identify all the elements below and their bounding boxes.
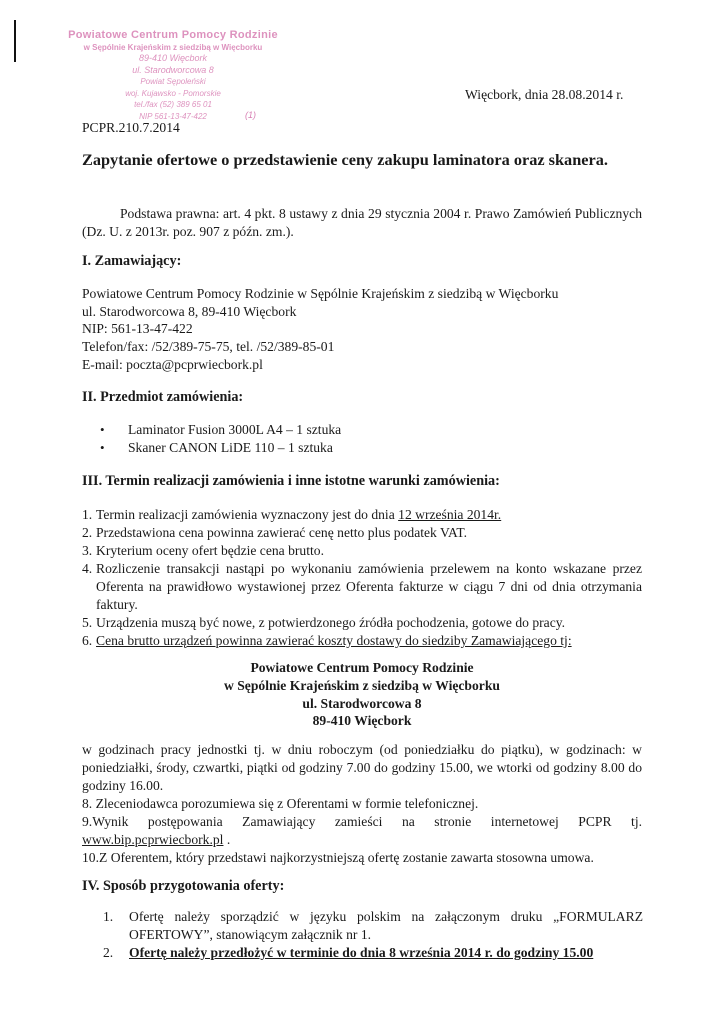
list-item: 4. Rozliczenie transakcji nastąpi po wykonaniu zamówienia przelewem na konto wskazane przez Oferenta na prawidłowo wystawionej przez Oferenta fakturze w ciągu 7 dni od dnia otrzymania faktury.	[82, 561, 642, 612]
document-title: Zapytanie ofertowe o przedstawienie ceny zakupu laminatora oraz skanera.	[82, 150, 608, 169]
stamp-line: Powiatowe Centrum Pomocy Rodzinie	[68, 29, 278, 41]
ordering-party-details	[82, 285, 558, 374]
conditions-list	[82, 506, 642, 650]
stamp-line: w Sępólnie Krajeńskim z siedzibą w Więcborku	[83, 42, 263, 52]
bip-link[interactable]: www.bip.pcprwiecbork.pl	[82, 832, 224, 847]
ordering-party-phone: Telefon/fax: /52/389-75-75, tel. /52/389-85-01	[82, 339, 335, 355]
stamp-line: ul. Starodworcowa 8	[132, 64, 214, 75]
list-item: • Skaner CANON LiDE 110 – 1 sztuka	[100, 439, 341, 457]
scan-margin-line	[14, 20, 16, 62]
conditions-continued	[82, 741, 642, 867]
case-reference: PCPR.210.7.2014	[82, 120, 180, 135]
section-heading-ordering-party: I. Zamawiający:	[82, 253, 182, 269]
section-heading-offer-preparation: IV. Sposób przygotowania oferty:	[82, 878, 285, 894]
stamp-line: tel./fax (52) 389 65 01	[134, 100, 212, 109]
deadline-date: 12 września 2014r.	[398, 507, 502, 522]
list-item: 3. Kryterium oceny ofert będzie cena brutto.	[82, 543, 324, 558]
list-item: 9.Wynik postępowania Zamawiający zamieści na stronie internetowej PCPR tj. www.bip.pcprwiecbork.pl .	[82, 814, 642, 847]
list-item: 5. Urządzenia muszą być nowe, z potwierdzonego źródła pochodzenia, gotowe do pracy.	[82, 615, 566, 630]
stamp-line: woj. Kujawsko - Pomorskie	[125, 88, 221, 98]
list-item: 6. Cena brutto urządzeń powinna zawierać koszty dostawy do siedziby Zamawiającego tj:	[82, 633, 572, 648]
working-hours: w godzinach pracy jednostki tj. w dniu roboczym (od poniedziałku do piątku), w godzinach: w poniedziałki, środy, czwartki, piątki od godziny 7.00 do godziny 15.00, we wtorki od godziny 8.00 do godziny 16.00.	[82, 742, 642, 793]
stamp-line: 89-410 Więcbork	[139, 53, 207, 63]
list-item: 1. Ofertę należy sporządzić w języku polskim na załączonym druku „FORMULARZ OFERTOWY”, stanowiącym załącznik nr 1.	[103, 909, 643, 942]
list-item: 8. Zleceniodawca porozumiewa się z Oferentami w formie telefonicznej.	[82, 796, 479, 811]
section-heading-conditions: III. Termin realizacji zamówienia i inne istotne warunki zamówienia:	[82, 473, 500, 489]
stamp-mark: (1)	[245, 110, 256, 120]
list-item: • Laminator Fusion 3000L A4 – 1 sztuka	[100, 421, 341, 439]
list-item: 1. Termin realizacji zamówienia wyznaczony jest do dnia 12 września 2014r.	[82, 507, 502, 522]
ordering-party-nip: NIP: 561-13-47-422	[82, 321, 193, 337]
ordering-party-name: Powiatowe Centrum Pomocy Rodzinie w Sępólnie Krajeńskim z siedzibą w Więcborku	[82, 286, 559, 301]
delivery-address: Powiatowe Centrum Pomocy Rodzinie w Sępólnie Krajeńskim z siedzibą w Więcborku ul. Starodworcowa 8 89-410 Więcbork	[224, 660, 500, 729]
ordering-party-email: E-mail: poczta@pcprwiecbork.pl	[82, 356, 263, 372]
ordering-party-address: ul. Starodworcowa 8, 89-410 Więcbork	[82, 303, 297, 319]
offer-preparation-list	[103, 908, 643, 961]
place-date: Więcbork, dnia 28.08.2014 r.	[465, 87, 624, 102]
order-items-list	[100, 421, 341, 457]
stamp-line: Powiat Sępoleński	[140, 77, 206, 86]
list-item: 2. Przedstawiona cena powinna zawierać cenę netto plus podatek VAT.	[82, 525, 468, 540]
list-item: 10.Z Oferentem, który przedstawi najkorzystniejszą ofertę zostanie zawarta stosowna umowa.	[82, 850, 594, 865]
section-heading-subject: II. Przedmiot zamówienia:	[82, 389, 244, 405]
office-stamp	[58, 30, 288, 122]
stamp-line: NIP 561-13-47-422	[139, 111, 207, 121]
list-item: 2. Ofertę należy przedłożyć w terminie do dnia 8 września 2014 r. do godziny 15.00	[103, 944, 594, 960]
legal-basis: Podstawa prawna: art. 4 pkt. 8 ustawy z dnia 29 stycznia 2004 r. Prawo Zamówień Publicznych (Dz. U. z 2013r. poz. 907 z późn. zm.).	[82, 206, 642, 239]
